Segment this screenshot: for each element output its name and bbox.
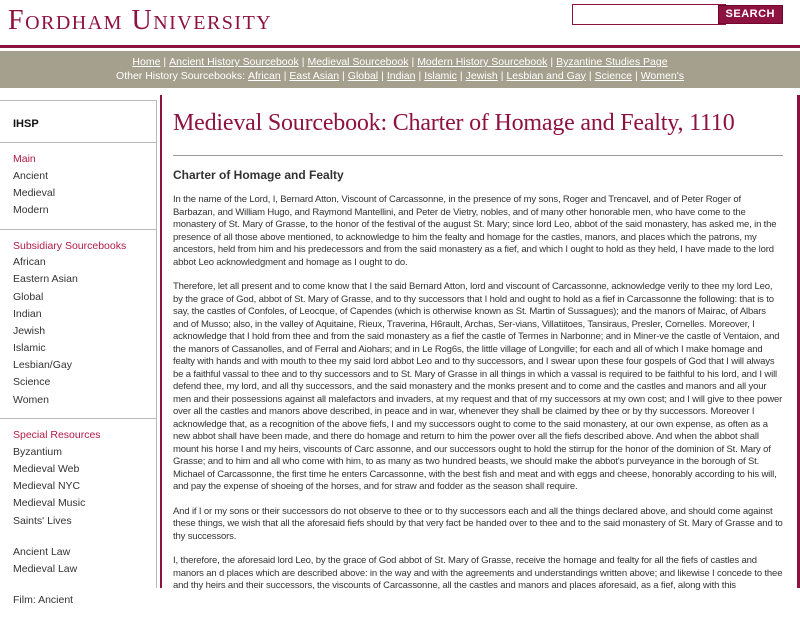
document-paragraph-4: I, therefore, the aforesaid lord Leo, by the grace of God abbot of St. Mary of Grasse, receive the homage and fealty for all the fiefs of castles and manors an d places which are described above: in the way and with the agreements and understandings written above; and likewise I concede to thee and thy heirs and their successors, the viscounts of Carcassonne, all the castles and manors and places aforesaid, as a fief, along with this xyxy=(173,555,783,591)
document-paragraph-1: In the name of the Lord, I, Bernard Atton, Viscount of Carcassonne, in the presence of my sons, Roger and Trencavel, and of Peter Roger of Barbazan, and William Hugo, and Raymond Mantellini, and Peter de Vietry, nobles, and of many other honorable men, who have come to the monastery of St. Mary of Grasse, to the honor of the festival of the august St. Mary; since lord Leo, abbot of the said monastery, has asked me, in the presence of all those above mentioned, to acknowledge to him the fealty and homage for the castles, manors, and places which the patrons, my ancestors, held from him and his predecessors and from the said monastery as a fief, and which I ought to hold as they held, I have made to the lord abbot Leo acknowledgment and homage as I ought to do. xyxy=(173,194,777,268)
nav-link-womens[interactable]: Women's xyxy=(640,69,684,82)
sidebar-section-main xyxy=(0,143,156,230)
sidebar-item-jewish[interactable]: Jewish xyxy=(13,324,46,337)
sidebar-item-science[interactable]: Science xyxy=(13,376,51,389)
navbar-line2-prefix: Other History Sourcebooks: xyxy=(116,69,245,82)
nav-separator: | xyxy=(342,69,345,82)
sidebar-item-indian[interactable]: Indian xyxy=(13,307,42,320)
nav-link-indian[interactable]: Indian xyxy=(386,69,416,82)
nav-separator: | xyxy=(500,69,504,82)
top-navbar xyxy=(0,51,800,88)
sidebar-heading-subsidiary-sourcebooks[interactable]: Subsidiary Sourcebooks xyxy=(13,239,127,252)
sidebar-item-global[interactable]: Global xyxy=(13,290,44,303)
document-paragraph-3: And if I or my sons or their successors do not observe to thee or to thy successors each and all the things declared above, and should come against these things, we wish that all the aforesaid fiefs should by that very fact be handed over to thee and to the said monastery of St. Mary of Grasse and to thy successors. xyxy=(173,505,783,542)
nav-separator: | xyxy=(550,56,554,68)
title-divider xyxy=(173,155,783,156)
sidebar-item-ancient-law[interactable]: Ancient Law xyxy=(13,545,71,558)
page-title: Medieval Sourcebook: Charter of Homage and Fealty, 1110 xyxy=(173,110,735,136)
fordham-university-logo[interactable]: Fordham University xyxy=(8,5,273,36)
sidebar-item-medieval[interactable]: Medieval xyxy=(13,186,56,199)
nav-separator: | xyxy=(459,69,463,82)
sidebar-item-ancient[interactable]: Ancient xyxy=(13,169,49,182)
nav-link-medieval-sourcebook[interactable]: Medieval Sourcebook xyxy=(307,56,409,68)
nav-separator: | xyxy=(283,69,287,82)
sidebar-item-women[interactable]: Women xyxy=(13,393,49,406)
sidebar-item-ihsp[interactable]: IHSP xyxy=(13,118,39,130)
site-header xyxy=(0,0,800,48)
search-button[interactable]: SEARCH xyxy=(718,5,783,24)
sidebar-section-special-resources xyxy=(0,419,156,619)
nav-link-lesbian-and-gay[interactable]: Lesbian and Gay xyxy=(506,69,586,82)
nav-separator: | xyxy=(163,56,167,68)
nav-link-islamic[interactable]: Islamic xyxy=(424,69,457,82)
sidebar-heading-main[interactable]: Main xyxy=(13,153,36,165)
nav-link-byzantine-studies-page[interactable]: Byzantine Studies Page xyxy=(556,56,668,68)
nav-separator: | xyxy=(381,69,384,82)
sidebar-item-medieval-law[interactable]: Medieval Law xyxy=(13,562,78,575)
sidebar-item-medieval-nyc[interactable]: Medieval NYC xyxy=(13,480,81,493)
nav-link-african[interactable]: African xyxy=(248,69,281,82)
sidebar-item-film-ancient[interactable]: Film: Ancient xyxy=(13,594,74,607)
nav-link-science[interactable]: Science xyxy=(594,69,632,82)
search-input[interactable] xyxy=(572,4,726,25)
nav-separator: | xyxy=(411,56,415,68)
nav-link-global[interactable]: Global xyxy=(347,69,379,82)
sidebar-item-modern[interactable]: Modern xyxy=(13,203,49,216)
nav-link-modern-history-sourcebook[interactable]: Modern History Sourcebook xyxy=(417,56,548,68)
nav-link-home[interactable]: Home xyxy=(132,56,161,68)
sidebar-item-african[interactable]: African xyxy=(13,256,46,269)
nav-separator: | xyxy=(418,69,422,82)
sidebar-item-saints-lives[interactable]: Saints' Lives xyxy=(13,514,72,527)
sidebar-gap xyxy=(13,529,150,543)
nav-separator: | xyxy=(301,56,305,68)
sidebar-brand-section xyxy=(0,101,156,143)
sidebar-gap xyxy=(13,578,150,592)
document-heading: Charter of Homage and Fealty xyxy=(173,168,344,182)
main-content xyxy=(160,95,797,591)
sidebar-item-byzantium[interactable]: Byzantium xyxy=(13,445,63,458)
nav-separator: | xyxy=(634,69,638,82)
nav-link-jewish[interactable]: Jewish xyxy=(465,69,498,82)
sidebar-section-subsidiary xyxy=(0,230,156,420)
document-paragraph-2: Therefore, let all present and to come know that I the said Bernard Atton, lord and viscount of Carcassonne, acknowledge verily to thee my lord Leo, by the grace of God, abbot of St. Mary of Grasse, and to thy successors that I hold and ought to hold as a fief in Carcassonne the following: that is to say, the castles of Confoles, of Leocque, of Capendes (which is otherwise known as St. Martin of Sussagues); and the manors of Mairac, of Albars and of Musso; also, in the valley of Aquitaine, Rieux, Traverina, H6rault, Archas, Ser-vians, Villatiitoes, Tansiraus, Presler, Cornelles. Moreover, I acknowledge that I hold from thee and from the said monastery as a fief the castle of Termes in Narbonne; and in Miner-ve the castle of Ventaion, and the manors of Cassanolles, and of Ferral and Aiohars; and in Le Rog6s, the little village of Longville; for each and all of which I make homage and fealty with hands and with mouth to thee my said lord abbot Leo and to thy successors, and I swear upon these four gospels of God that I will always be a faithful vassal to thee and to thy successors and to St. Mary of Grasse in all things in which a vassal is required to be faithful to his lord, and I will defend thee, my lord, and all thy successors, and the said monastery and the monks present and to come and the castles and manors and all your men and their possessions against all malefactors and invaders, at my request and that of my successors at my own cost; and I will give to thee power over all the castles and manors above described, in peace and in war, whenever they shall be claimed by thee or by thy successors. Moreover I acknowledge that, as a recognition of the above fiefs, I and my successors ought to come to the said monastery, at our own expense, as often as a new abbot shall have been made, and there do homage and return to him the power over all the fiefs described above. And when the abbot shall mount his horse I and my heirs, viscounts of Carc assonne, and our successors ought to hold the stirrup for the honor of the dominion of St. Mary of Grasse; and to him and all who come with him, to as many as two hundred beasts, we should make the abbot's purveyance in the borough of St. Michael of Carcassonne, the first time he enters Carcassonne, with the best fish and meat and with eggs and cheese, honorably according to his will, and pay the expense of shoeing of the horses, and for straw and fodder as the season shall require. xyxy=(173,281,783,492)
sidebar-heading-special-resources[interactable]: Special Resources xyxy=(13,429,101,442)
nav-link-east-asian[interactable]: East Asian xyxy=(289,69,340,82)
sidebar-item-medieval-music[interactable]: Medieval Music xyxy=(13,497,86,510)
navbar-line1 xyxy=(0,56,800,70)
sidebar-item-islamic[interactable]: Islamic xyxy=(13,342,46,355)
sidebar-item-medieval-web[interactable]: Medieval Web xyxy=(13,463,80,476)
nav-separator: | xyxy=(588,69,592,82)
sidebar-item-eastern-asian[interactable]: Eastern Asian xyxy=(13,273,78,286)
nav-link-ancient-history-sourcebook[interactable]: Ancient History Sourcebook xyxy=(169,56,299,68)
navbar-line2 xyxy=(0,70,800,84)
sidebar-item-lesbian-gay[interactable]: Lesbian/Gay xyxy=(13,359,72,372)
sidebar xyxy=(0,100,157,607)
